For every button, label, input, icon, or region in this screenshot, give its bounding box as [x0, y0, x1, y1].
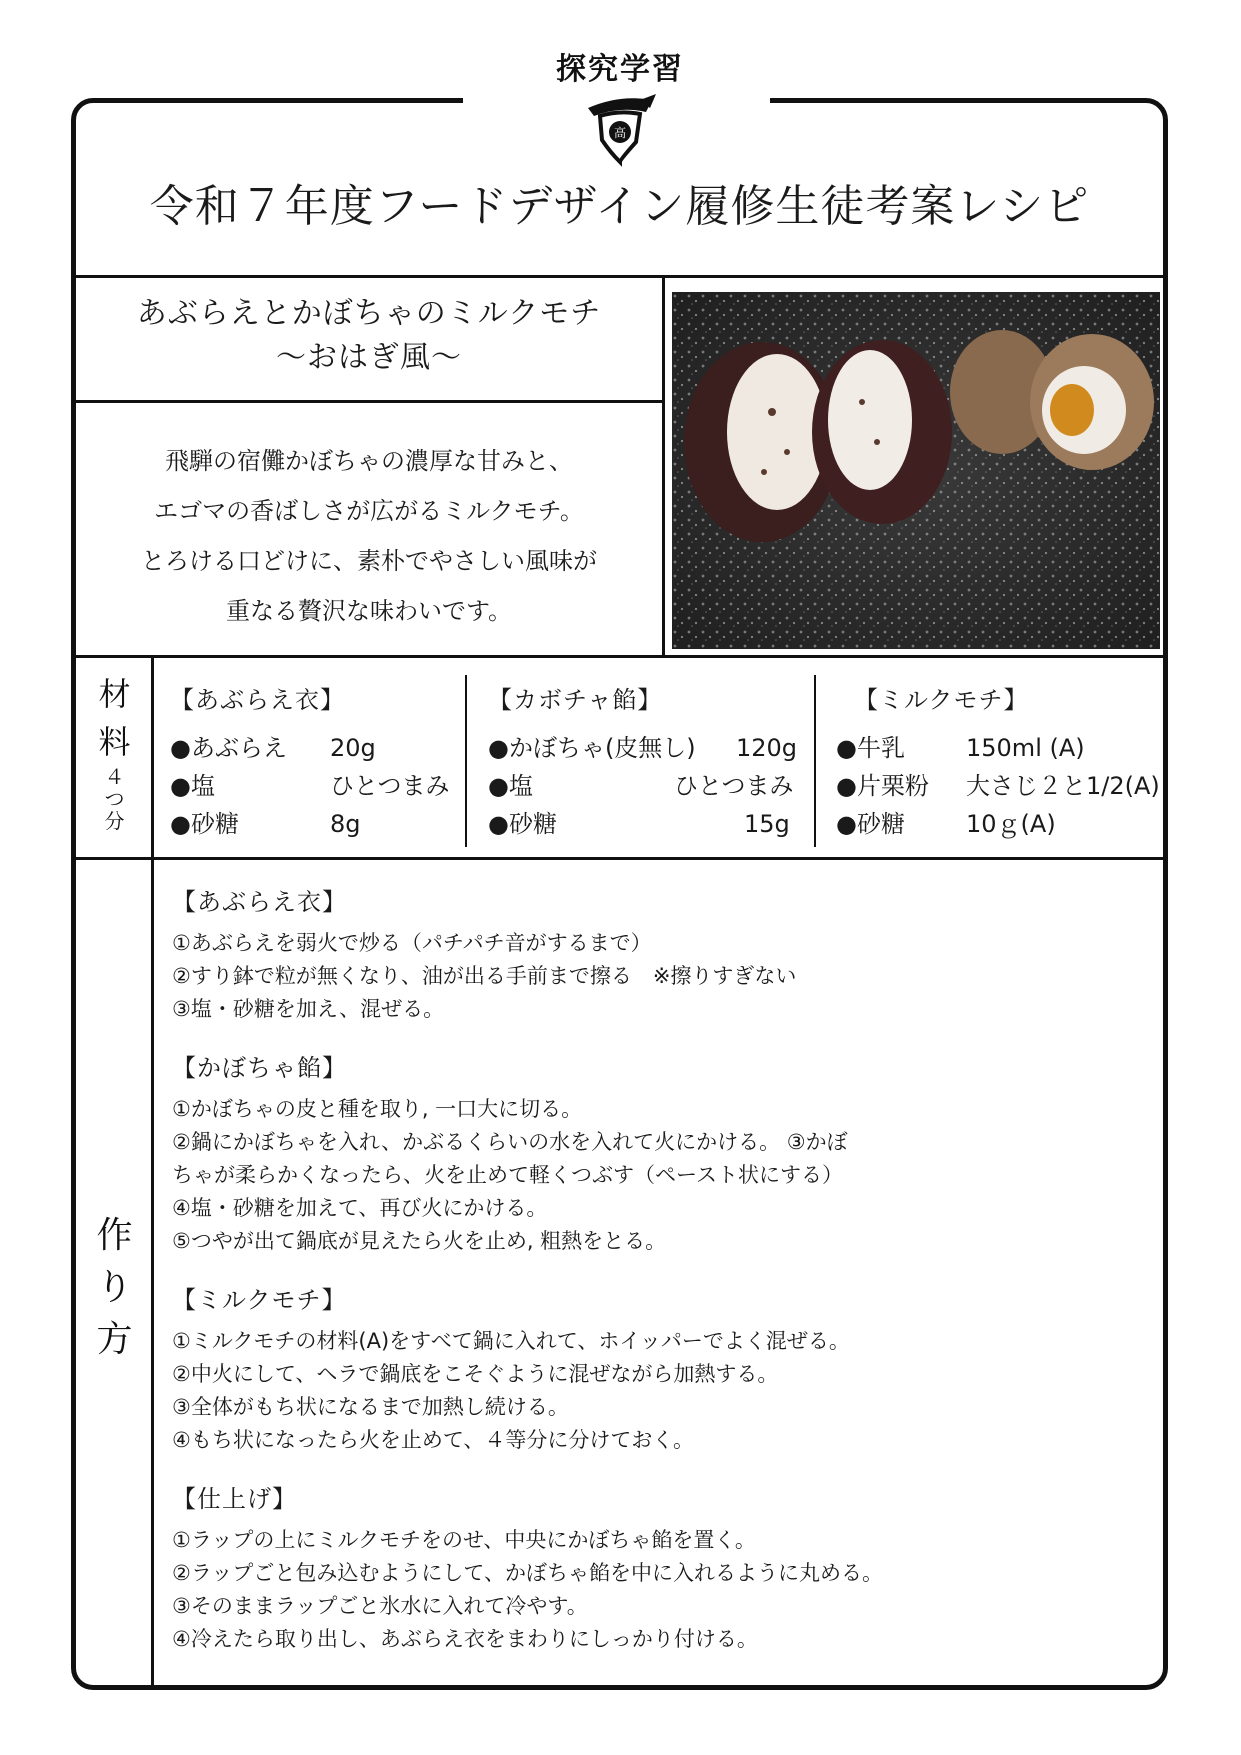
ingredient-name: ●あぶらえ — [170, 734, 287, 762]
step-line: ①あぶらえを弱火で炒る（パチパチ音がするまで） — [172, 931, 652, 955]
label-char: 作 — [96, 1215, 133, 1256]
dish-name-line: あぶらえとかぼちゃのミルクモチ — [136, 296, 602, 331]
step-line: ①ラップの上にミルクモチをのせ、中央にかぼちゃ餡を置く。 — [172, 1528, 756, 1552]
step-line: ①ミルクモチの材料(A)をすべて鍋に入れて、ホイッパーでよく混ぜる。 — [172, 1329, 850, 1353]
ingredient-name: ●砂糖 — [836, 810, 905, 838]
divider — [814, 675, 816, 847]
step-line: ①かぼちゃの皮と種を取り, 一口大に切る。 — [172, 1097, 583, 1121]
method-steps — [172, 882, 1152, 1678]
ingredient-name: ●牛乳 — [836, 734, 905, 762]
divider — [465, 675, 467, 847]
ingredient-row — [488, 805, 803, 843]
step-line: ④もち状になったら火を止めて、４等分に分けておく。 — [172, 1428, 694, 1452]
ingredient-qty: 8g — [330, 810, 361, 838]
step-line: ③塩・砂糖を加え、混ぜる。 — [172, 997, 445, 1021]
ingredients-label — [76, 670, 153, 832]
ingredient-row — [488, 767, 803, 805]
step-section-title: 【かぼちゃ餡】 — [172, 1054, 347, 1082]
ingredient-group — [488, 680, 803, 843]
ingredient-group — [170, 680, 455, 843]
ingredient-qty: 10ｇ(A) — [966, 810, 1056, 838]
ingredient-qty: 150ml (A) — [966, 734, 1085, 762]
school-logo — [540, 44, 700, 174]
step-line: ②ラップごと包み込むようにして、かぼちゃ餡を中に入れるように丸める。 — [172, 1561, 883, 1585]
divider — [73, 275, 1166, 278]
ingredient-row — [170, 729, 455, 767]
description-line: とろける口どけに、素朴でやさしい風味が — [141, 547, 597, 575]
divider — [662, 275, 665, 657]
ingredient-row — [170, 767, 455, 805]
ingredient-group-title: 【ミルクモチ】 — [854, 686, 1029, 714]
ingredient-group — [836, 680, 1161, 843]
label-char: り — [96, 1267, 133, 1308]
step-line: ③全体がもち状になるまで加熱し続ける。 — [172, 1395, 569, 1419]
ingredient-name: ●砂糖 — [488, 810, 557, 838]
step-line: ④冷えたら取り出し、あぶらえ衣をまわりにしっかり付ける。 — [172, 1627, 758, 1651]
serving-char: つ — [104, 787, 125, 811]
step-section — [172, 1479, 1152, 1656]
serving-char: ４ — [104, 765, 125, 789]
ingredient-qty: 20g — [330, 734, 376, 762]
divider — [73, 655, 1166, 658]
step-section — [172, 1280, 1152, 1457]
ingredient-row — [836, 767, 1161, 805]
step-line: ②鍋にかぼちゃを入れ、かぶるくらいの水を入れて火にかける。 ③かぼ — [172, 1130, 848, 1154]
description-line: エゴマの香ばしさが広がるミルクモチ。 — [154, 497, 584, 525]
step-line: ②すり鉢で粒が無くなり、油が出る手前まで擦る ※擦りすぎない — [172, 964, 797, 988]
step-section-title: 【仕上げ】 — [172, 1485, 297, 1513]
ingredient-name: ●塩 — [170, 772, 215, 800]
method-label — [76, 1210, 153, 1366]
step-line: ②中火にして、ヘラで鍋底をこそぐように混ぜながら加熱する。 — [172, 1362, 779, 1386]
label-char: 材 — [98, 675, 131, 713]
logo-text: 探究学習 — [556, 52, 684, 87]
ingredient-qty: 大さじ２と1/2(A) — [966, 772, 1160, 800]
step-section — [172, 1048, 1152, 1258]
description-line: 重なる贅沢な味わいです。 — [225, 597, 513, 625]
step-section-title: 【あぶらえ衣】 — [172, 888, 347, 916]
serving-char: 分 — [104, 809, 125, 833]
ingredient-row — [488, 729, 803, 767]
page-title: 令和７年度フードデザイン履修生徒考案レシピ — [149, 181, 1090, 232]
dish-description — [76, 436, 662, 636]
ingredient-qty: ひとつまみ — [330, 772, 450, 800]
dish-name-subtitle: 〜おはぎ風〜 — [276, 340, 462, 375]
divider — [73, 400, 663, 403]
ingredient-group-title: 【カボチャ餡】 — [488, 686, 663, 714]
ingredient-name: ●砂糖 — [170, 810, 239, 838]
ingredient-row — [836, 805, 1161, 843]
ingredient-qty: ひとつまみ — [674, 772, 794, 800]
label-char: 方 — [96, 1319, 133, 1360]
description-line: 飛騨の宿儺かぼちゃの濃厚な甘みと、 — [165, 447, 573, 475]
ingredient-row — [836, 729, 1161, 767]
divider — [73, 857, 1166, 860]
step-section — [172, 882, 1152, 1026]
step-line: ⑤つやが出て鍋底が見えたら火を止め, 粗熱をとる。 — [172, 1229, 667, 1253]
ingredient-qty: 120g — [736, 734, 798, 762]
dish-photo — [672, 292, 1160, 649]
ingredient-row — [170, 805, 455, 843]
step-section-title: 【ミルクモチ】 — [172, 1286, 347, 1314]
ingredient-group-title: 【あぶらえ衣】 — [170, 686, 345, 714]
ingredient-name: ●塩 — [488, 772, 533, 800]
ingredient-name: ●かぼちゃ(皮無し) — [488, 734, 696, 762]
ingredient-name: ●片栗粉 — [836, 772, 929, 800]
step-line: ちゃが柔らかくなったら、火を止めて軽くつぶす（ペースト状にする） — [172, 1163, 843, 1187]
step-line: ③そのままラップごと氷水に入れて冷やす。 — [172, 1594, 588, 1618]
svg-text:高: 高 — [613, 126, 627, 140]
school-emblem-icon — [580, 90, 660, 168]
ingredient-qty: 15g — [744, 810, 790, 838]
label-char: 料 — [98, 723, 131, 761]
dish-name — [76, 292, 662, 380]
step-line: ④塩・砂糖を加えて、再び火にかける。 — [172, 1196, 548, 1220]
